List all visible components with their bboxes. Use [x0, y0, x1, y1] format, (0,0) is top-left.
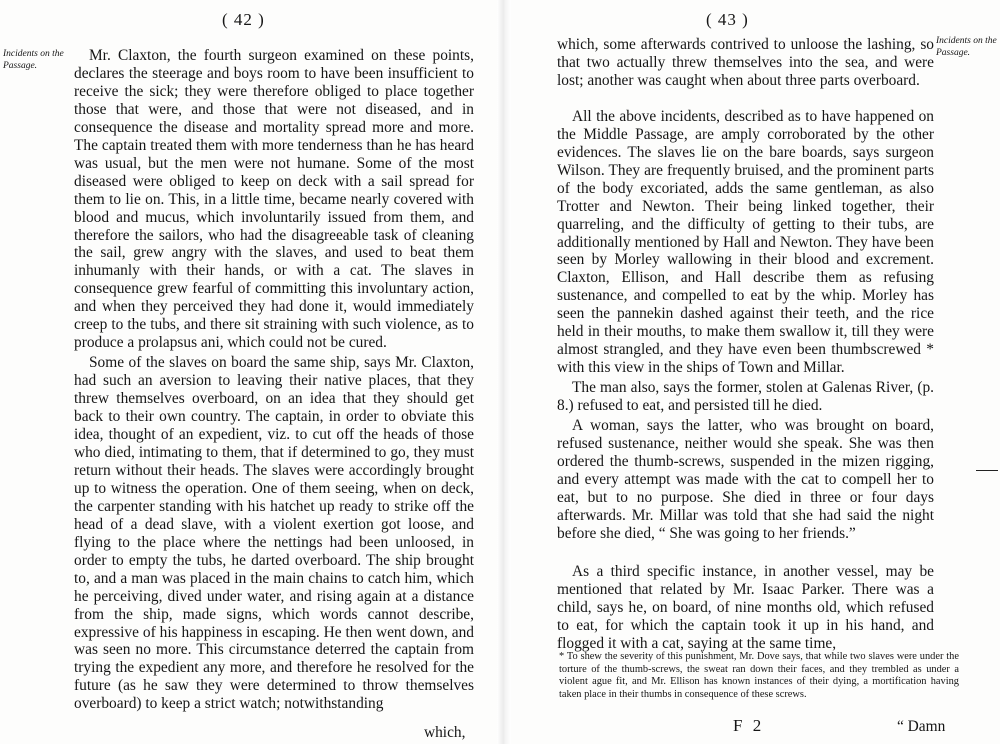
- sidenote-right: Incidents on the Passage.: [936, 36, 997, 58]
- catchword-left: which,: [424, 724, 466, 741]
- sidenote-left: Incidents on the Passage.: [3, 49, 64, 71]
- page-number-right: ( 43 ): [706, 10, 749, 29]
- footnote-thumbscrews: * To shew the severity of this punishment, Mr. Dove says, that while two slaves were under the torture of the thumb-screws, the sweat ran down their faces, and they trembled as under a violent ague fit, and Mr. Ellison has known instances of their dying, a mortification having taken place in their thumbs in consequence of these screws.: [559, 651, 959, 700]
- paragraph-claxton: Mr. Claxton, the fourth surgeon examined on these points, declares the steerage and boys room to have been insufficient to receive the sick; they were therefore obliged to place together those that were, and those that were not diseased, and in consequence the disease and mortality spread more and more. The captain treated them with more tenderness than he has heard was usual, but the men were not humane. Some of the most diseased were obliged to keep on deck with a sail spread for them to lie on. This, in a little time, became nearly covered with blood and mucus, which involuntarily issued from them, and therefore the sailors, who had the disagreeable task of cleaning the sail, grew angry with the slaves, and used to beat them inhumanly with their hands, or with a cat. The slaves in consequence grew fearful of committing this involuntary action, and when they perceived they had done it, would immediately creep to the tubs, and there sit straining with such violence, as to produce a prolapsus ani, which could not be cured.: [74, 47, 474, 352]
- paragraph-parker: As a third specific instance, in another vessel, may be mentioned that related by Mr. Isaac Parker. There was a child, says he, on board, of nine months old, which refused to eat, for which the captain took it up in his hand, and flogged it with a cat, saying at the same time,: [557, 562, 934, 652]
- body-text-right: [557, 36, 934, 653]
- paragraph-galenas: The man also, says the former, stolen at Galenas River, (p. 8.) refused to eat, and persisted till he died.: [557, 379, 934, 415]
- signature-mark: F 2: [733, 716, 765, 735]
- paragraph-overboard: Some of the slaves on board the same ship, says Mr. Claxton, had such an aversion to leaving their native places, that they threw themselves overboard, on an idea that they should get back to their own country. The captain, in order to obviate this idea, thought of an expedient, viz. to cut off the heads of those who died, intimating to them, that if determined to go, they must return without their heads. The slaves were accordingly brought up to witness the operation. One of them seeing, when on deck, the carpenter standing with his hatchet up ready to strike off the head of a dead slave, with a violent exertion got loose, and flying to the place where the nettings had been unloosed, in order to empty the tubs, he darted overboard. The ship brought to, and a man was placed in the main chains to catch him, which he perceiving, dived under water, and rising again at a distance from the ship, made signs, which words cannot describe, expressive of his happiness in escaping. He then went down, and was seen no more. This circumstance deterred the captain from trying the expedient any more, and therefore he resolved for the future (as he saw they were determined to throw themselves overboard) to keep a strict watch; notwithstanding: [74, 354, 474, 713]
- book-gutter: [497, 0, 511, 744]
- margin-rule: [976, 470, 998, 471]
- right-page: [511, 0, 1000, 744]
- paragraph-continuation: which, some afterwards contrived to unloose the lashing, so that two actually threw themselves into the sea, and were lost; another was caught when about three parts overboard.: [557, 36, 934, 89]
- paragraph-corroborated: All the above incidents, described as to have happened on the Middle Passage, are amply corroborated by the other evidences. The slaves lie on the bare boards, says surgeon Wilson. They are frequently bruised, and the prominent parts of the body excoriated, adds the same gentleman, as also Trotter and Newton. Their being linked together, their quarreling, and the difficulty of getting to their tubs, are additionally mentioned by Hall and Newton. They have been seen by Morley wallowing in their blood and excrement. Claxton, Ellison, and Hall describe them as refusing sustenance, and compelled to eat by the whip. Morley has seen the pannekin dashed against their teeth, and the rice held in their mouths, to make them swallow it, till they were almost strangled, and they have even been thumbscrewed * with this view in the ships of Town and Millar.: [557, 107, 934, 377]
- left-page: [0, 0, 497, 744]
- catchword-right: “ Damn: [897, 718, 946, 735]
- page-number-left: ( 42 ): [222, 10, 265, 29]
- paragraph-woman: A woman, says the latter, who was brought on board, refused sustenance, neither would she speak. She was then ordered the thumb-screws, suspended in the mizen rigging, and every attempt was made with the cat to compell her to eat, but to no purpose. She died in three or four days afterwards. Mr. Millar was told that she had said the night before she died, “ She was going to her friends.”: [557, 417, 934, 542]
- body-text-left: [74, 47, 474, 713]
